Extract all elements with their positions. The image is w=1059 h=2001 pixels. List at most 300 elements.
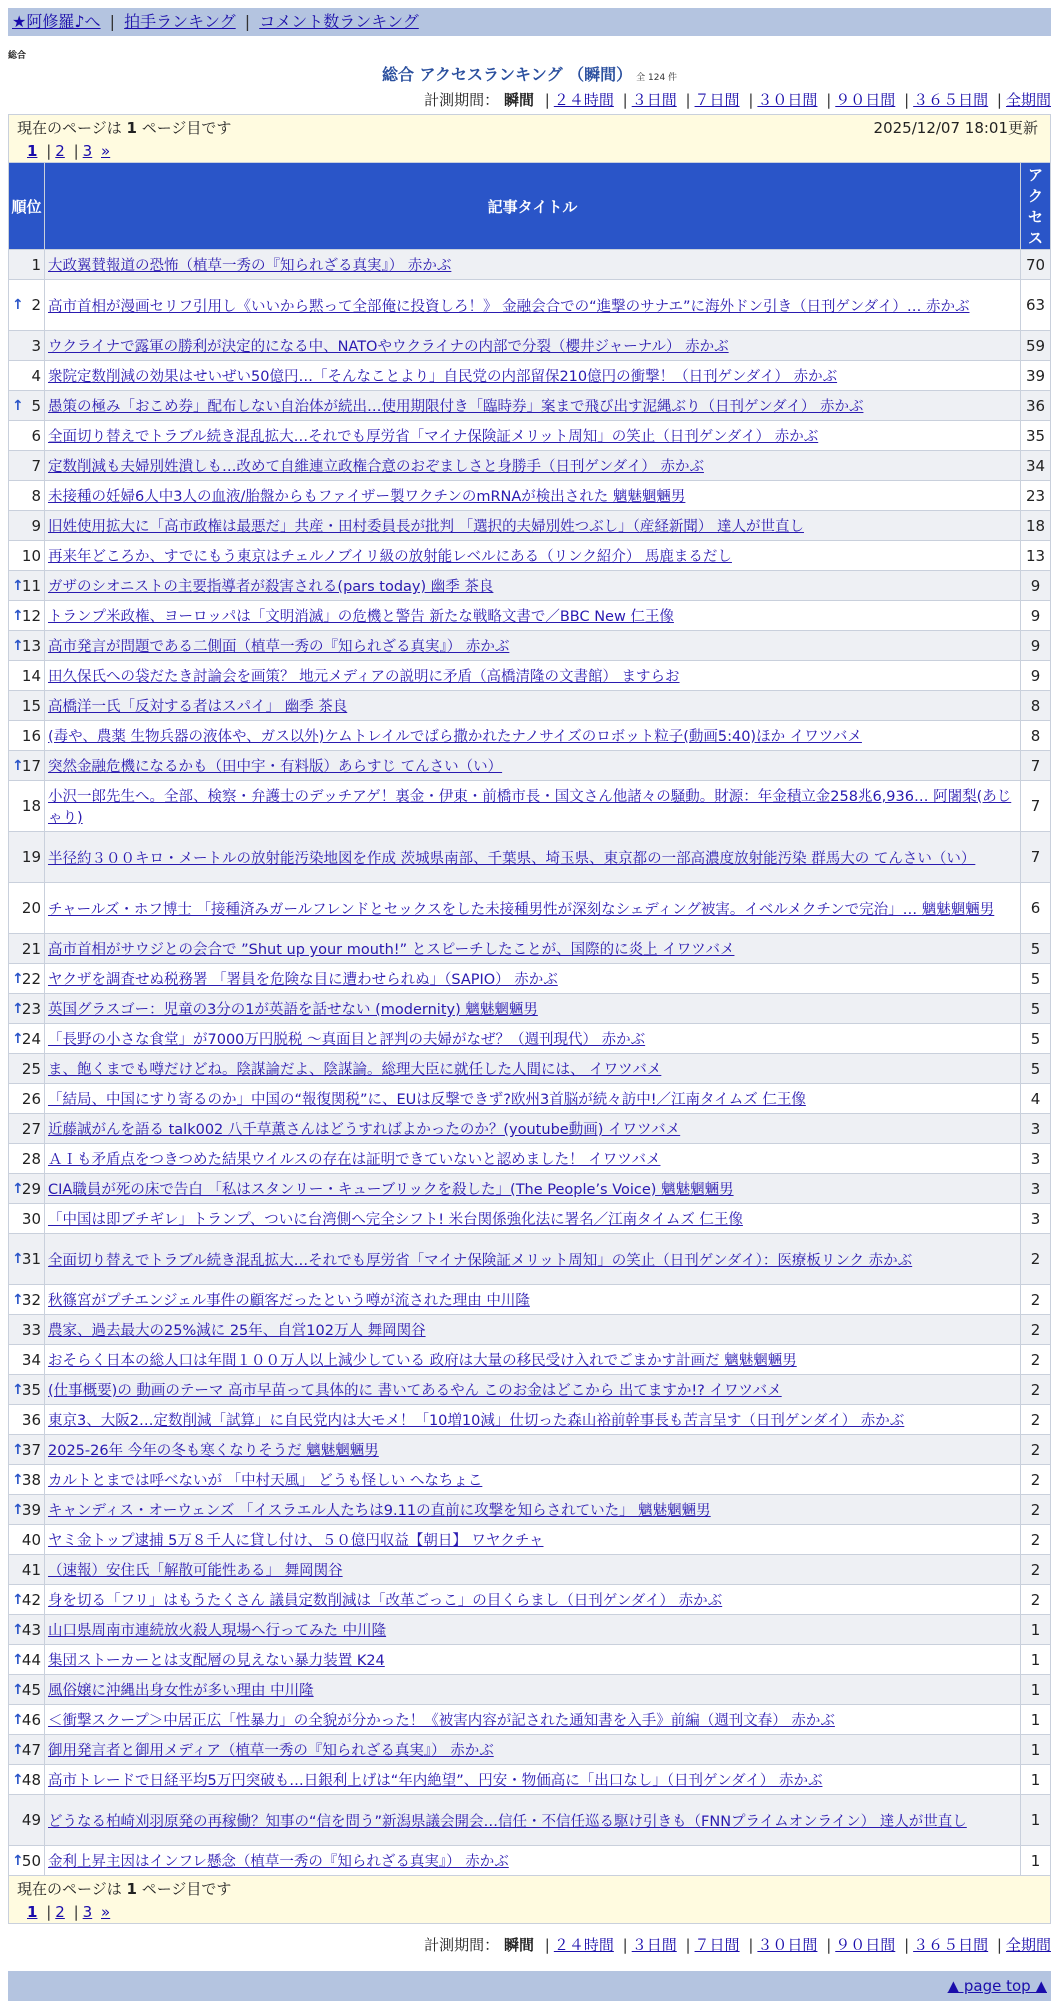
period-link-30d[interactable]: ３０日間 — [757, 91, 818, 109]
table-row — [9, 1114, 1051, 1144]
article-title-link[interactable]: キャンディス・オーウェンズ 「イスラエル人たちは9.11の直前に攻撃を知らされていた」 魑魅魍魎男 — [48, 1503, 711, 1519]
article-title-link[interactable]: 農家、過去最大の25%減に 25年、自営102万人 舞岡関谷 — [48, 1323, 426, 1339]
access-count: 34 — [1020, 451, 1050, 481]
access-count: 1 — [1020, 1765, 1050, 1795]
period-link-7d[interactable]: ７日間 — [694, 91, 740, 109]
title-cell — [45, 1495, 1021, 1525]
header-rank: 順位 — [9, 163, 45, 250]
rank-cell — [9, 601, 45, 631]
table-row — [9, 1705, 1051, 1735]
page-next-link[interactable]: » — [101, 1903, 111, 1921]
table-row — [9, 571, 1051, 601]
period-link-90d[interactable]: ９０日間 — [835, 1936, 896, 1954]
article-title-link[interactable]: 身を切る「フリ」はもうたくさん 議員定数削減は「改革ごっこ」の目くらまし（日刊ゲンダイ） 赤かぶ — [48, 1593, 723, 1609]
rank-cell — [9, 751, 45, 781]
rank-cell — [9, 1405, 45, 1435]
access-count: 13 — [1020, 541, 1050, 571]
rank-number: 16 — [21, 726, 41, 745]
article-title-link[interactable]: トランプ米政権、ヨーロッパは「文明消滅」の危機と警告 新たな戦略文書で／BBC New 仁王像 — [48, 609, 674, 625]
title-cell — [45, 391, 1021, 421]
access-count: 2 — [1020, 1555, 1050, 1585]
access-count: 2 — [1020, 1285, 1050, 1315]
ranking-title: 総合 アクセスランキング （瞬間） — [381, 65, 633, 84]
table-row — [9, 751, 1051, 781]
rank-up-arrow-icon: ↑ — [12, 1651, 24, 1668]
rank-cell — [9, 541, 45, 571]
rank-cell — [9, 1285, 45, 1315]
rank-up-arrow-icon: ↑ — [12, 297, 24, 313]
rank-number: 15 — [21, 696, 41, 715]
rank-number: 23 — [21, 999, 41, 1018]
rank-cell — [9, 1024, 45, 1054]
rank-cell — [9, 781, 45, 832]
access-count: 5 — [1020, 934, 1050, 964]
rank-cell — [9, 631, 45, 661]
page-info-top — [9, 115, 1051, 163]
rank-number: 45 — [21, 1680, 41, 1699]
article-title-link[interactable]: ヤミ金トップ逮捕 5万８千人に貸し付け、５０億円収益【朝日】 ワヤクチャ — [48, 1533, 544, 1549]
rank-number: 50 — [21, 1851, 41, 1870]
title-cell — [45, 601, 1021, 631]
article-title-link[interactable]: 未接種の妊婦6人中3人の血液/胎盤からもファイザー製ワクチンのmRNAが検出された 魑魅魍魎男 — [48, 489, 686, 505]
table-row — [9, 1735, 1051, 1765]
period-label: 計測期間： — [424, 1936, 500, 1954]
table-row — [9, 511, 1051, 541]
rank-cell — [9, 511, 45, 541]
category-label: 総合 — [8, 51, 27, 61]
article-title-link[interactable]: 「長野の小さな食堂」が7000万円脱税 ～真面目と評判の夫婦がなぜ？（週刊現代） 赤かぶ — [48, 1032, 646, 1048]
updated-time: 2025/12/07 18:01更新 — [873, 119, 1038, 137]
rank-cell — [9, 571, 45, 601]
article-title-link[interactable]: 高市発言が問題である二側面（植草一秀の『知られざる真実』） 赤かぶ — [48, 639, 510, 655]
rank-number: 12 — [21, 606, 41, 625]
rank-cell — [9, 481, 45, 511]
rank-cell — [9, 994, 45, 1024]
table-row — [9, 1765, 1051, 1795]
table-row — [9, 481, 1051, 511]
article-title-link[interactable]: ＜衝撃スクープ＞中居正広「性暴力」の全貌が分かった！《被害内容が記された通知書を入手》前編（週刊文春） 赤かぶ — [48, 1713, 835, 1729]
rank-number: 6 — [31, 426, 41, 445]
rank-up-arrow-icon: ↑ — [12, 1441, 24, 1458]
period-link-7d[interactable]: ７日間 — [694, 1936, 740, 1954]
rank-number: 2 — [31, 296, 41, 314]
title-cell — [45, 1315, 1021, 1345]
article-title-link[interactable]: 秋篠宮がプチエンジェル事件の顧客だったという噂が流された理由 中川隆 — [48, 1293, 530, 1309]
article-title-link[interactable]: （速報）安住氏「解散可能性ある」 舞岡関谷 — [48, 1563, 343, 1579]
rank-number: 18 — [21, 797, 41, 815]
article-title-link[interactable]: 全面切り替えでトラブル続き混乱拡大…それでも厚労省「マイナ保険証メリット周知」の笑止（日刊ゲンダイ）：医療板リンク 赤かぶ — [48, 1252, 913, 1269]
rank-cell — [9, 280, 45, 331]
table-row — [9, 883, 1051, 934]
title-cell — [45, 1645, 1021, 1675]
rank-cell — [9, 1114, 45, 1144]
rank-cell — [9, 691, 45, 721]
article-title-link[interactable]: ま、飽くまでも噂だけどね。陰謀論だよ、陰謀論。総理大臣に就任した人間には、 イワツバメ — [48, 1062, 662, 1078]
rank-cell — [9, 1525, 45, 1555]
access-count: 7 — [1020, 832, 1050, 883]
table-row — [9, 1615, 1051, 1645]
rank-number: 5 — [31, 396, 41, 415]
rank-up-arrow-icon: ↑ — [12, 1471, 24, 1488]
article-title-link[interactable]: 愚策の極み「おこめ券」配布しない自治体が続出…使用期限付き「臨時券」案まで飛び出す泥縄ぶり（日刊ゲンダイ） 赤かぶ — [48, 399, 864, 415]
access-count: 1 — [1020, 1615, 1050, 1645]
table-row — [9, 1345, 1051, 1375]
nav-link-comment-ranking[interactable]: コメント数ランキング — [259, 12, 419, 31]
access-count: 2 — [1020, 1315, 1050, 1345]
table-row — [9, 331, 1051, 361]
rank-cell — [9, 1846, 45, 1876]
page-link-1[interactable]: 1 — [27, 1903, 38, 1921]
table-row — [9, 832, 1051, 883]
title-cell — [45, 1285, 1021, 1315]
access-count: 7 — [1020, 751, 1050, 781]
table-row — [9, 1375, 1051, 1405]
access-count: 1 — [1020, 1735, 1050, 1765]
article-title-link[interactable]: 風俗嬢に沖縄出身女性が多い理由 中川隆 — [48, 1683, 314, 1699]
rank-cell — [9, 1204, 45, 1234]
article-title-link[interactable]: 高市トレードで日経平均5万円突破も…日銀利上げは“年内絶望”、円安・物価高に「出口なし」（日刊ゲンダイ） 赤かぶ — [48, 1773, 823, 1789]
nav-link-asyura[interactable]: ★阿修羅♪へ — [12, 12, 101, 31]
access-count: 1 — [1020, 1705, 1050, 1735]
table-row — [9, 691, 1051, 721]
footer-bar — [8, 1971, 1051, 2001]
title-cell — [45, 1144, 1021, 1174]
article-title-link[interactable]: 全面切り替えでトラブル続き混乱拡大…それでも厚労省「マイナ保険証メリット周知」の笑止（日刊ゲンダイ） 赤かぶ — [48, 429, 819, 445]
article-title-link[interactable]: 「中国は即ブチギレ」トランプ、ついに台湾側へ完全シフト! 米台関係強化法に署名／江南タイムズ 仁王像 — [48, 1212, 743, 1228]
rank-cell — [9, 1345, 45, 1375]
rank-number: 11 — [21, 576, 41, 595]
rank-up-arrow-icon: ↑ — [12, 607, 24, 624]
table-row — [9, 1234, 1051, 1285]
table-row — [9, 280, 1051, 331]
rank-cell — [9, 361, 45, 391]
page-info-bottom — [9, 1876, 1051, 1924]
title-cell — [45, 1405, 1021, 1435]
title-cell — [45, 1234, 1021, 1285]
table-row — [9, 1405, 1051, 1435]
title-cell — [45, 964, 1021, 994]
rank-number: 33 — [21, 1320, 41, 1339]
nav-link-clap-ranking[interactable]: 拍手ランキング — [124, 12, 236, 31]
article-title-link[interactable]: 金利上昇主因はインフレ懸念（植草一秀の『知られざる真実』） 赤かぶ — [48, 1854, 509, 1870]
article-title-link[interactable]: 高橋洋一氏「反対する者はスパイ」 幽季 茶良 — [48, 699, 348, 715]
rank-number: 43 — [21, 1620, 41, 1639]
rank-cell — [9, 883, 45, 934]
title-cell — [45, 781, 1021, 832]
rank-number: 49 — [21, 1811, 41, 1829]
title-cell — [45, 571, 1021, 601]
rank-cell — [9, 1144, 45, 1174]
access-count: 2 — [1020, 1345, 1050, 1375]
rank-cell — [9, 1585, 45, 1615]
title-cell — [45, 250, 1021, 280]
rank-number: 37 — [21, 1440, 41, 1459]
page-link-2[interactable]: 2 — [55, 142, 65, 160]
access-count: 3 — [1020, 1114, 1050, 1144]
rank-number: 31 — [21, 1250, 41, 1268]
rank-up-arrow-icon: ↑ — [12, 637, 24, 654]
rank-number: 10 — [21, 546, 41, 565]
rank-up-arrow-icon: ↑ — [12, 970, 24, 987]
article-title-link[interactable]: 大政翼賛報道の恐怖（植草一秀の『知られざる真実』） 赤かぶ — [48, 258, 452, 274]
title-cell — [45, 751, 1021, 781]
article-title-link[interactable]: ＡＩも矛盾点をつきつめた結果ウイルスの存在は証明できていないと認めました！ イワツバメ — [48, 1152, 661, 1168]
top-nav: ★阿修羅♪へ | 拍手ランキング | コメント数ランキング — [8, 8, 1051, 36]
article-title-link[interactable]: 山口県周南市連続放火殺人現場へ行ってみた 中川隆 — [48, 1623, 387, 1639]
rank-number: 7 — [31, 456, 41, 475]
article-title-link[interactable]: CIA職員が死の床で告白 「私はスタンリー・キューブリックを殺した」(The People’s Voice) 魑魅魍魎男 — [48, 1182, 734, 1198]
rank-number: 9 — [31, 516, 41, 535]
rank-cell — [9, 250, 45, 280]
access-count: 35 — [1020, 421, 1050, 451]
table-row — [9, 1054, 1051, 1084]
rank-number: 19 — [21, 848, 41, 866]
rank-cell — [9, 661, 45, 691]
period-current: 瞬間 — [503, 91, 534, 109]
article-title-link[interactable]: 衆院定数削減の効果はせいぜい50億円…「そんなことより」自民党の内部留保210億円の衝撃！（日刊ゲンダイ） 赤かぶ — [48, 369, 838, 385]
title-cell — [45, 1555, 1021, 1585]
period-link-365d[interactable]: ３６５日間 — [913, 91, 989, 109]
rank-up-arrow-icon: ↑ — [12, 1030, 24, 1047]
rank-cell — [9, 1645, 45, 1675]
table-row — [9, 1495, 1051, 1525]
period-selector-bottom: 計測期間： 瞬間 | ２４時間 | ３日間 | ７日間 | ３０日間 | ９０日間 | ３６５日間 | 全期間 — [424, 1936, 1051, 1954]
article-title-link[interactable]: 2025-26年 今年の冬も寒くなりそうだ 魑魅魍魎男 — [48, 1443, 379, 1459]
rank-cell — [9, 1084, 45, 1114]
article-title-link[interactable]: 「結局、中国にすり寄るのか」中国の“報復関税”に、EUは反撃できず?欧州3首脳が続々訪中!／江南タイムズ 仁王像 — [48, 1092, 806, 1108]
rank-cell — [9, 1495, 45, 1525]
access-count: 1 — [1020, 1846, 1050, 1876]
header-access: アクセス — [1020, 163, 1050, 250]
rank-number: 46 — [21, 1710, 41, 1729]
title-cell — [45, 451, 1021, 481]
period-link-30d[interactable]: ３０日間 — [757, 1936, 818, 1954]
access-count: 2 — [1020, 1525, 1050, 1555]
article-title-link[interactable]: (毒や、農薬 生物兵器の液体や、ガス以外)ケムトレイルでばら撒かれたナノサイズのロボット粒子(動画5:40)ほか イワツバメ — [48, 729, 862, 745]
title-cell — [45, 280, 1021, 331]
rank-up-arrow-icon: ↑ — [12, 1251, 24, 1267]
article-title-link[interactable]: 高市首相がサウジとの会合で ”Shut up your mouth!” とスピーチしたことが、国際的に炎上 イワツバメ — [48, 942, 735, 958]
rank-up-arrow-icon: ↑ — [12, 1381, 24, 1398]
title-cell — [45, 934, 1021, 964]
period-link-3d[interactable]: ３日間 — [631, 1936, 677, 1954]
table-row — [9, 1846, 1051, 1876]
title-cell — [45, 1084, 1021, 1114]
table-row — [9, 250, 1051, 280]
article-title-link[interactable]: 定数削減も夫婦別姓潰しも…改めて自維連立政権合意のおぞましさと身勝手（日刊ゲンダイ） 赤かぶ — [48, 459, 704, 475]
article-title-link[interactable]: 突然金融危機になるかも（田中宇・有料版）あらすじ てんさい（い） — [48, 759, 503, 775]
access-count: 1 — [1020, 1645, 1050, 1675]
title-cell — [45, 1735, 1021, 1765]
article-title-link[interactable]: 小沢一郎先生へ。全部、検察・弁護士のデッチアゲ！裏金・伊東・前橋市長・国文さん他諸々の騒動。財源：年金積立金258兆6,936… 阿闍梨(あじゃり) — [48, 789, 1012, 826]
table-row — [9, 1315, 1051, 1345]
total-count: 全 124 件 — [636, 73, 678, 83]
rank-cell — [9, 964, 45, 994]
article-title-link[interactable]: 近藤誠がんを語る talk002 八千草薫さんはどうすればよかったのか？(youtube動画) イワツバメ — [48, 1122, 681, 1138]
rank-up-arrow-icon: ↑ — [12, 1771, 24, 1788]
rank-cell — [9, 721, 45, 751]
period-link-24h[interactable]: ２４時間 — [553, 91, 614, 109]
article-title-link[interactable]: 旧姓使用拡大に「高市政権は最悪だ」共産・田村委員長が批判 「選択的夫婦別姓つぶし」（産経新聞） 達人が世直し — [48, 519, 804, 535]
rank-number: 44 — [21, 1650, 41, 1669]
rank-number: 20 — [21, 899, 41, 917]
access-count: 4 — [1020, 1084, 1050, 1114]
title-cell — [45, 1615, 1021, 1645]
article-title-link[interactable]: 英国グラスゴー：児童の3分の1が英語を話せない (modernity) 魑魅魍魎男 — [48, 1002, 538, 1018]
access-count: 18 — [1020, 511, 1050, 541]
page-next-link[interactable]: » — [101, 142, 111, 160]
access-count: 59 — [1020, 331, 1050, 361]
title-cell — [45, 541, 1021, 571]
table-row — [9, 661, 1051, 691]
table-row — [9, 601, 1051, 631]
period-link-24h[interactable]: ２４時間 — [553, 1936, 614, 1954]
rank-number: 40 — [21, 1530, 41, 1549]
rank-cell — [9, 421, 45, 451]
page-link-1[interactable]: 1 — [27, 142, 38, 160]
access-count: 2 — [1020, 1234, 1050, 1285]
access-count: 36 — [1020, 391, 1050, 421]
title-cell — [45, 1525, 1021, 1555]
article-title-link[interactable]: ガザのシオニストの主要指導者が殺害される(pars today) 幽季 茶良 — [48, 579, 494, 595]
article-title-link[interactable]: 再来年どころか、すでにもう東京はチェルノブイリ級の放射能レベルにある（リンク紹介） 馬鹿まるだし — [48, 549, 732, 565]
title-cell — [45, 994, 1021, 1024]
title-cell — [45, 1846, 1021, 1876]
rank-number: 13 — [21, 636, 41, 655]
title-cell — [45, 832, 1021, 883]
table-row — [9, 1795, 1051, 1846]
rank-number: 35 — [21, 1380, 41, 1399]
rank-up-arrow-icon: ↑ — [12, 1621, 24, 1638]
title-cell — [45, 1375, 1021, 1405]
article-title-link[interactable]: 半径約３００キロ・メートルの放射能汚染地図を作成 茨城県南部、千葉県、埼玉県、東京都の一部高濃度放射能汚染 群馬大の てんさい（い） — [48, 850, 976, 867]
table-header — [9, 163, 1051, 250]
title-cell — [45, 1585, 1021, 1615]
table-row — [9, 421, 1051, 451]
rank-cell — [9, 1555, 45, 1585]
access-count: 3 — [1020, 1204, 1050, 1234]
table-row — [9, 451, 1051, 481]
rank-cell — [9, 1375, 45, 1405]
rank-cell — [9, 1174, 45, 1204]
table-row — [9, 1435, 1051, 1465]
rank-up-arrow-icon: ↑ — [12, 577, 24, 594]
rank-number: 17 — [21, 756, 41, 775]
rank-cell — [9, 1735, 45, 1765]
table-row — [9, 1525, 1051, 1555]
page-link-3[interactable]: 3 — [82, 142, 93, 160]
table-row — [9, 994, 1051, 1024]
access-count: 5 — [1020, 994, 1050, 1024]
period-link-all[interactable]: 全期間 — [1005, 1936, 1051, 1954]
access-count: 7 — [1020, 781, 1050, 832]
rank-number: 26 — [21, 1089, 41, 1108]
article-title-link[interactable]: (仕事概要)の 動画のテーマ 高市早苗って具体的に 書いてあるやん このお金はどこから 出てますか!? イワツバメ — [48, 1383, 782, 1399]
table-row — [9, 541, 1051, 571]
table-row — [9, 1675, 1051, 1705]
period-label: 計測期間： — [424, 91, 500, 109]
title-cell — [45, 631, 1021, 661]
page-title — [8, 62, 1051, 85]
article-title-link[interactable]: カルトとまでは呼べないが 「中村天風」 どうも怪しい へなちょこ — [48, 1473, 483, 1489]
article-title-link[interactable]: どうなる柏崎刈羽原発の再稼働？知事の“信を問う”新潟県議会開会…信任・不信任巡る駆け引きも（FNNプライムオンライン） 達人が世直し — [48, 1813, 967, 1830]
access-count: 3 — [1020, 1174, 1050, 1204]
rank-up-arrow-icon: ↑ — [12, 1852, 24, 1869]
header-title: 記事タイトル — [45, 163, 1021, 250]
rank-number: 14 — [21, 666, 41, 685]
table-row — [9, 391, 1051, 421]
rank-cell — [9, 1435, 45, 1465]
title-cell — [45, 481, 1021, 511]
access-count: 2 — [1020, 1495, 1050, 1525]
access-count: 3 — [1020, 1144, 1050, 1174]
period-link-90d[interactable]: ９０日間 — [835, 91, 896, 109]
article-title-link[interactable]: ウクライナで露軍の勝利が決定的になる中、NATOやウクライナの内部で分裂（櫻井ジャーナル） 赤かぶ — [48, 339, 729, 355]
article-title-link[interactable]: チャールズ・ホフ博士 「接種済みガールフレンドとセックスをした未接種男性が深刻なシェディング被害。イベルメクチンで完治」… 魑魅魍魎男 — [48, 901, 995, 918]
period-link-all[interactable]: 全期間 — [1005, 91, 1051, 109]
rank-cell — [9, 1705, 45, 1735]
table-row — [9, 1024, 1051, 1054]
table-row — [9, 1084, 1051, 1114]
title-cell — [45, 361, 1021, 391]
period-link-3d[interactable]: ３日間 — [631, 91, 677, 109]
rank-up-arrow-icon: ↑ — [12, 397, 24, 414]
title-cell — [45, 691, 1021, 721]
access-count: 5 — [1020, 1054, 1050, 1084]
article-title-link[interactable]: 田久保氏への袋だたき討論会を画策？ 地元メディアの説明に矛盾（高橋清隆の文書館） ますらお — [48, 669, 680, 685]
article-title-link[interactable]: おそらく日本の総人口は年間１００万人以上減少している 政府は大量の移民受け入れでごまかす計画だ 魑魅魍魎男 — [48, 1353, 797, 1369]
rank-number: 34 — [21, 1350, 41, 1369]
page-top-link[interactable]: ▲ page top ▲ — [947, 1977, 1047, 1995]
rank-cell — [9, 1675, 45, 1705]
rank-number: 48 — [21, 1770, 41, 1789]
title-cell — [45, 721, 1021, 751]
rank-up-arrow-icon: ↑ — [12, 1591, 24, 1608]
rank-cell — [9, 1795, 45, 1846]
article-title-link[interactable]: ヤクザを調査せぬ税務署 「署員を危険な目に遭わせられぬ」（SAPIO） 赤かぶ — [48, 972, 558, 988]
rank-cell — [9, 451, 45, 481]
article-title-link[interactable]: 御用発言者と御用メディア（植草一秀の『知られざる真実』） 赤かぶ — [48, 1743, 494, 1759]
title-cell — [45, 1345, 1021, 1375]
page-link-3[interactable]: 3 — [82, 1903, 93, 1921]
rank-number: 29 — [21, 1179, 41, 1198]
access-count: 8 — [1020, 721, 1050, 751]
article-title-link[interactable]: 集団ストーカーとは支配層の見えない暴力装置 K24 — [48, 1653, 385, 1669]
current-page-text-bottom: 現在のページは 1 ページ目です — [17, 1880, 232, 1898]
title-cell — [45, 1435, 1021, 1465]
access-count: 2 — [1020, 1375, 1050, 1405]
access-count: 2 — [1020, 1435, 1050, 1465]
rank-number: 4 — [31, 366, 41, 385]
rank-number: 3 — [31, 336, 41, 355]
rank-cell — [9, 832, 45, 883]
rank-cell — [9, 934, 45, 964]
article-title-link[interactable]: 東京3、大阪2…定数削減「試算」に自民党内は大モメ！「10増10減」仕切った森山裕前幹事長も苦言呈す（日刊ゲンダイ） 赤かぶ — [48, 1413, 905, 1429]
access-count: 1 — [1020, 1795, 1050, 1846]
article-title-link[interactable]: 高市首相が漫画セリフ引用し《いいから黙って全部俺に投資しろ！》 金融会合での“進撃のサナエ”に海外ドン引き（日刊ゲンダイ）… 赤かぶ — [48, 298, 970, 315]
period-link-365d[interactable]: ３６５日間 — [913, 1936, 989, 1954]
pagination-bottom: 1 | 2 | 3 » — [27, 1903, 111, 1921]
rank-up-arrow-icon: ↑ — [12, 1180, 24, 1197]
ranking-table — [8, 114, 1051, 1924]
rank-number: 38 — [21, 1470, 41, 1489]
rank-up-arrow-icon: ↑ — [12, 1291, 24, 1308]
rank-up-arrow-icon: ↑ — [12, 757, 24, 774]
page-link-2[interactable]: 2 — [55, 1903, 65, 1921]
rank-number: 27 — [21, 1119, 41, 1138]
rank-cell — [9, 1615, 45, 1645]
rank-cell — [9, 391, 45, 421]
